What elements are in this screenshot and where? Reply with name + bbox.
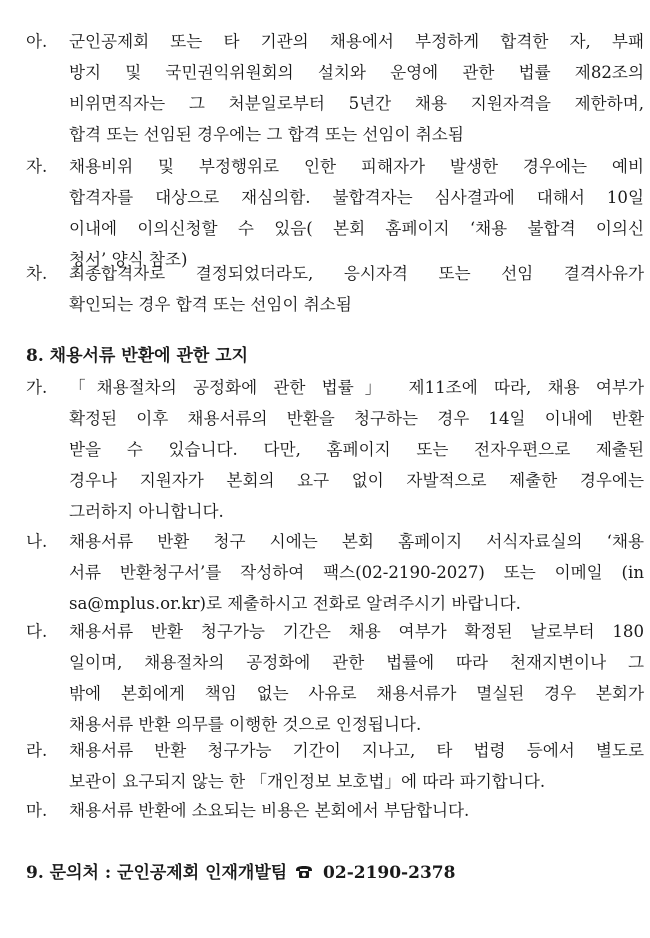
section-8-heading: 8. 채용서류 반환에 관한 고지	[26, 346, 249, 366]
item-line: 채용서류 반환 청구가능 기간이 지나고, 타 법령 등에서 별도로	[69, 741, 644, 760]
item-line: 군인공제회 또는 타 기관의 채용에서 부정하게 합격한 자, 부패	[69, 32, 644, 51]
item-line: 채용서류 반환 청구 시에는 본회 홈페이지 서식자료실의 ‘채용	[69, 532, 644, 551]
item-marker: 마.	[26, 801, 48, 820]
item-line: 밖에 본회에게 책임 없는 사유로 채용서류가 멸실된 경우 본회가	[69, 684, 644, 703]
item-line: 방지 및 국민권익위원회의 설치와 운영에 관한 법률 제82조의	[69, 63, 644, 82]
item-line: 확정된 이후 채용서류의 반환을 청구하는 경우 14일 이내에 반환	[69, 409, 644, 428]
item-marker: 가.	[26, 378, 48, 397]
telephone-icon	[295, 865, 313, 879]
item-marker: 라.	[26, 741, 48, 760]
item-line: 보관이 요구되지 않는 한 「개인정보 보호법」에 따라 파기합니다.	[69, 772, 546, 791]
item-line: 비위면직자는 그 처분일로부터 5년간 채용 지원자격을 제한하며,	[69, 94, 644, 113]
item-line: sa@mplus.or.kr)로 제출하시고 전화로 알려주시기 바랍니다.	[69, 594, 521, 613]
item-line: 서류 반환청구서’를 작성하여 팩스(02-2190-2027) 또는 이메일 (in	[69, 563, 644, 582]
item-line: 채용비위 및 부정행위로 인한 피해자가 발생한 경우에는 예비	[69, 157, 644, 176]
item-line: 최종합격자로 결정되었더라도, 응시자격 또는 선임 결격사유가	[69, 264, 644, 283]
item-line: 경우나 지원자가 본회의 요구 없이 자발적으로 제출한 경우에는	[69, 471, 644, 490]
item-line: 일이며, 채용절차의 공정화에 관한 법률에 따라 천재지변이나 그	[69, 653, 644, 672]
item-marker: 차.	[26, 264, 48, 283]
item-line: 합격자를 대상으로 재심의함. 불합격자는 심사결과에 대해서 10일	[69, 188, 644, 207]
item-line: 받을 수 있습니다. 다만, 홈페이지 또는 전자우편으로 제출된	[69, 440, 644, 459]
item-line: 채용서류 반환에 소요되는 비용은 본회에서 부담합니다.	[69, 801, 470, 820]
section-9-title: 9. 문의처 : 군인공제회 인재개발팀	[26, 863, 288, 883]
item-line: 확인되는 경우 합격 또는 선임이 취소됨	[69, 295, 352, 314]
item-line: 청서’ 양식 참조)	[69, 250, 188, 269]
item-marker: 나.	[26, 532, 48, 551]
item-marker: 자.	[26, 157, 48, 176]
item-marker: 다.	[26, 622, 48, 641]
item-line: 그러하지 아니합니다.	[69, 502, 224, 521]
contact-phone: 02-2190-2378	[323, 863, 456, 883]
item-marker: 아.	[26, 32, 48, 51]
item-line: 채용서류 반환 의무를 이행한 것으로 인정됩니다.	[69, 715, 422, 734]
item-line: 채용서류 반환 청구가능 기간은 채용 여부가 확정된 날로부터 180	[69, 622, 644, 641]
section-9-heading	[26, 858, 455, 889]
item-line: 「채용절차의 공정화에 관한 법률」 제11조에 따라, 채용 여부가	[69, 378, 644, 397]
item-line: 합격 또는 선임된 경우에는 그 합격 또는 선임이 취소됨	[69, 125, 464, 144]
item-line: 이내에 이의신청할 수 있음( 본회 홈페이지 ‘채용 불합격 이의신	[69, 219, 644, 238]
